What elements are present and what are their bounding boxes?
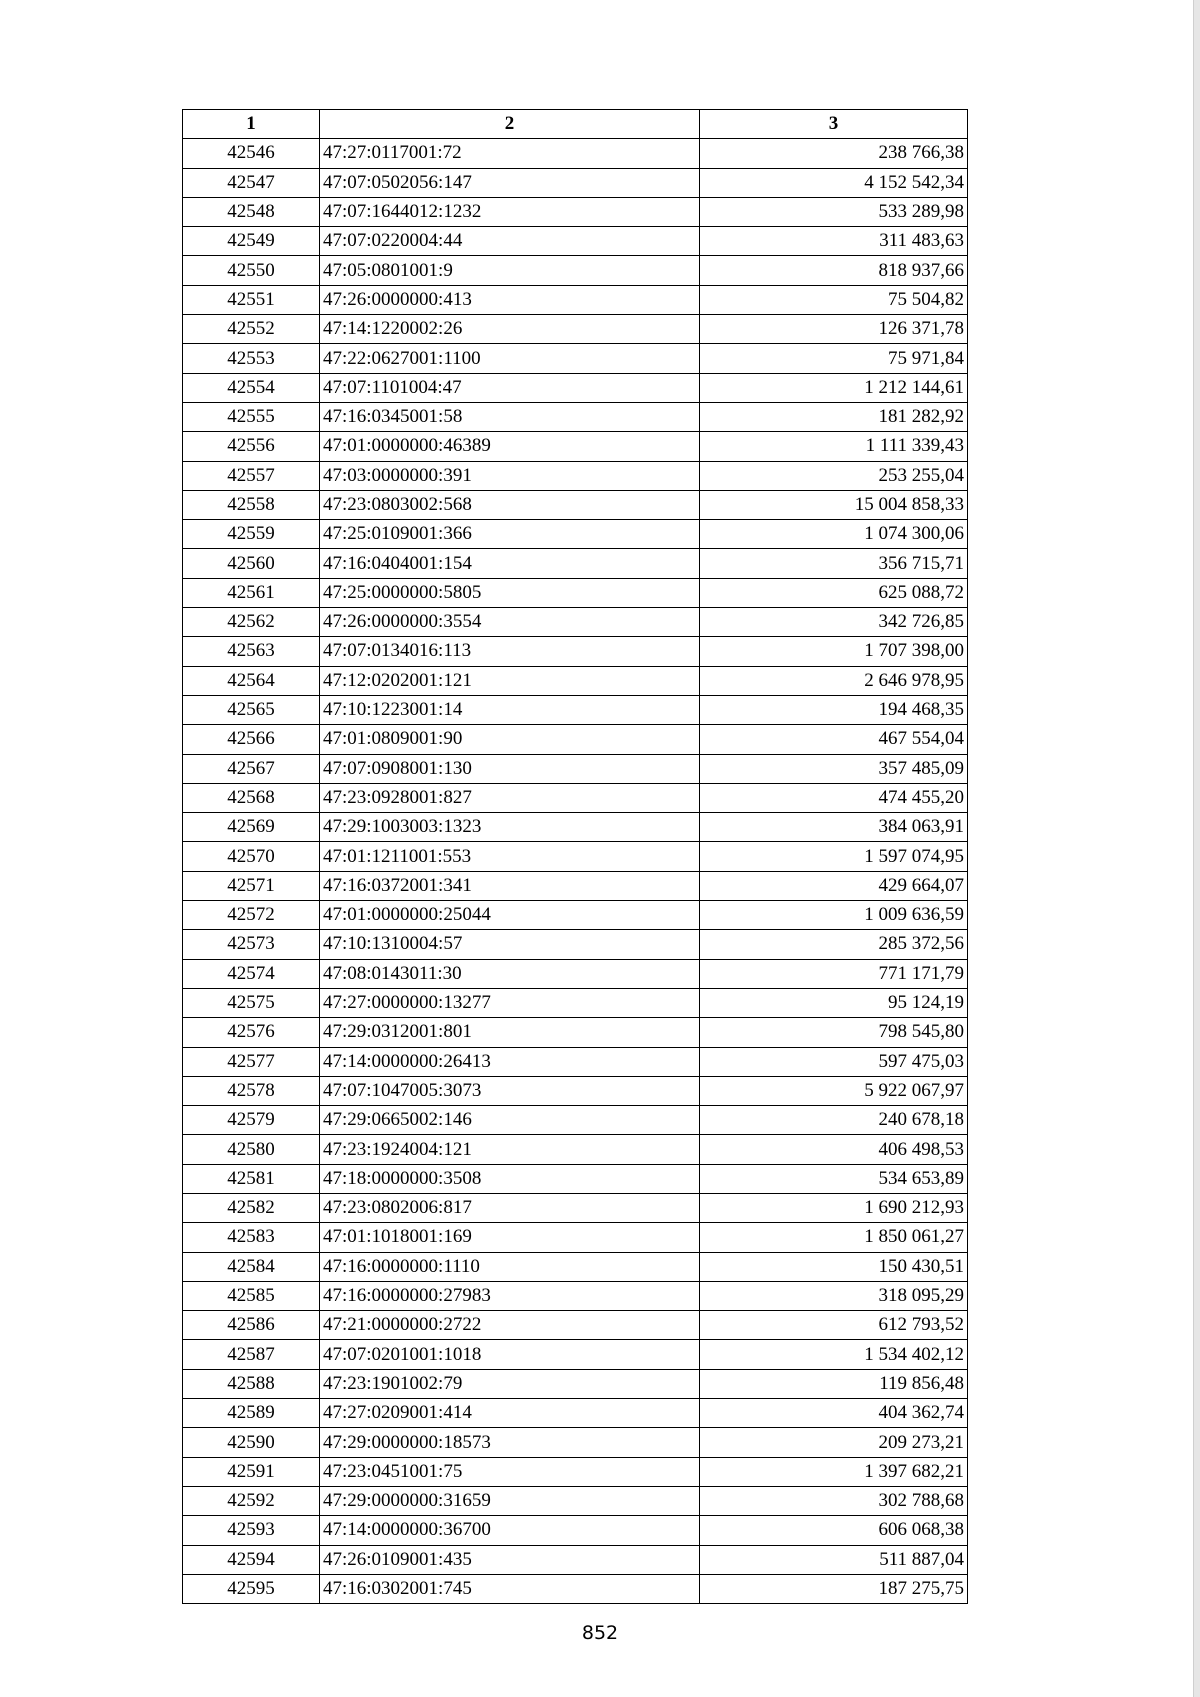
cadastral-number-cell: 47:07:0220004:44 (320, 227, 700, 256)
page-edge-strip (1193, 0, 1200, 1697)
cadastral-value-cell: 474 455,20 (700, 783, 968, 812)
row-number-cell: 42576 (183, 1018, 320, 1047)
row-number-cell: 42564 (183, 666, 320, 695)
row-number-cell: 42575 (183, 988, 320, 1017)
row-number-cell: 42558 (183, 490, 320, 519)
cadastral-value-cell: 467 554,04 (700, 725, 968, 754)
row-number-cell: 42588 (183, 1369, 320, 1398)
cadastral-value-cell: 818 937,66 (700, 256, 968, 285)
table-row (183, 988, 968, 1017)
cadastral-number-cell: 47:10:1310004:57 (320, 930, 700, 959)
cadastral-number-cell: 47:07:1644012:1232 (320, 197, 700, 226)
cadastral-value-cell: 302 788,68 (700, 1486, 968, 1515)
cadastral-number-cell: 47:23:1924004:121 (320, 1135, 700, 1164)
row-number-cell: 42571 (183, 871, 320, 900)
table-row (183, 1252, 968, 1281)
cadastral-number-cell: 47:08:0143011:30 (320, 959, 700, 988)
cadastral-number-cell: 47:07:1101004:47 (320, 373, 700, 402)
cadastral-value-cell: 597 475,03 (700, 1047, 968, 1076)
cadastral-number-cell: 47:23:0803002:568 (320, 490, 700, 519)
row-number-cell: 42563 (183, 637, 320, 666)
row-number-cell: 42592 (183, 1486, 320, 1515)
cadastral-number-cell: 47:23:0802006:817 (320, 1193, 700, 1222)
table-row (183, 930, 968, 959)
row-number-cell: 42589 (183, 1399, 320, 1428)
row-number-cell: 42565 (183, 695, 320, 724)
row-number-cell: 42557 (183, 461, 320, 490)
table-row (183, 1574, 968, 1603)
cadastral-number-cell: 47:21:0000000:2722 (320, 1311, 700, 1340)
cadastral-number-cell: 47:16:0302001:745 (320, 1574, 700, 1603)
cadastral-value-cell: 4 152 542,34 (700, 168, 968, 197)
cadastral-value-cell: 357 485,09 (700, 754, 968, 783)
table-row (183, 549, 968, 578)
cadastral-number-cell: 47:26:0000000:413 (320, 285, 700, 314)
row-number-cell: 42594 (183, 1545, 320, 1574)
cadastral-value-cell: 209 273,21 (700, 1428, 968, 1457)
cadastral-value-cell: 612 793,52 (700, 1311, 968, 1340)
cadastral-number-cell: 47:18:0000000:3508 (320, 1164, 700, 1193)
cadastral-value-cell: 15 004 858,33 (700, 490, 968, 519)
row-number-cell: 42593 (183, 1516, 320, 1545)
table-row (183, 197, 968, 226)
row-number-cell: 42566 (183, 725, 320, 754)
column-header-1: 1 (183, 110, 320, 139)
row-number-cell: 42580 (183, 1135, 320, 1164)
row-number-cell: 42584 (183, 1252, 320, 1281)
cadastral-value-cell: 150 430,51 (700, 1252, 968, 1281)
row-number-cell: 42570 (183, 842, 320, 871)
table-row (183, 1369, 968, 1398)
cadastral-value-cell: 75 504,82 (700, 285, 968, 314)
cadastral-value-cell: 2 646 978,95 (700, 666, 968, 695)
cadastral-value-cell: 187 275,75 (700, 1574, 968, 1603)
cadastral-value-cell: 1 074 300,06 (700, 520, 968, 549)
cadastral-number-cell: 47:27:0209001:414 (320, 1399, 700, 1428)
table-row (183, 344, 968, 373)
cadastral-value-cell: 1 212 144,61 (700, 373, 968, 402)
cadastral-number-cell: 47:29:1003003:1323 (320, 813, 700, 842)
table-row (183, 1486, 968, 1515)
page-number: 852 (581, 1622, 619, 1644)
cadastral-number-cell: 47:16:0000000:1110 (320, 1252, 700, 1281)
table-row (183, 901, 968, 930)
cadastral-value-cell: 1 707 398,00 (700, 637, 968, 666)
cadastral-number-cell: 47:07:0502056:147 (320, 168, 700, 197)
row-number-cell: 42578 (183, 1076, 320, 1105)
cadastral-value-cell: 5 922 067,97 (700, 1076, 968, 1105)
cadastral-value-cell: 406 498,53 (700, 1135, 968, 1164)
table-row (183, 754, 968, 783)
cadastral-number-cell: 47:12:0202001:121 (320, 666, 700, 695)
row-number-cell: 42559 (183, 520, 320, 549)
cadastral-number-cell: 47:29:0000000:31659 (320, 1486, 700, 1515)
cadastral-number-cell: 47:25:0000000:5805 (320, 578, 700, 607)
cadastral-number-cell: 47:16:0372001:341 (320, 871, 700, 900)
cadastral-number-cell: 47:22:0627001:1100 (320, 344, 700, 373)
cadastral-number-cell: 47:07:0908001:130 (320, 754, 700, 783)
cadastral-value-cell: 253 255,04 (700, 461, 968, 490)
table-row (183, 578, 968, 607)
row-number-cell: 42583 (183, 1223, 320, 1252)
cadastral-number-cell: 47:05:0801001:9 (320, 256, 700, 285)
row-number-cell: 42579 (183, 1106, 320, 1135)
table-row (183, 1135, 968, 1164)
row-number-cell: 42595 (183, 1574, 320, 1603)
row-number-cell: 42569 (183, 813, 320, 842)
cadastral-number-cell: 47:23:1901002:79 (320, 1369, 700, 1398)
cadastral-value-cell: 1 597 074,95 (700, 842, 968, 871)
column-header-2: 2 (320, 110, 700, 139)
table-row (183, 1399, 968, 1428)
table-row (183, 637, 968, 666)
table-row (183, 227, 968, 256)
row-number-cell: 42573 (183, 930, 320, 959)
cadastral-value-cell: 238 766,38 (700, 139, 968, 168)
cadastral-number-cell: 47:27:0117001:72 (320, 139, 700, 168)
row-number-cell: 42555 (183, 402, 320, 431)
table-row (183, 1076, 968, 1105)
table-row (183, 813, 968, 842)
cadastral-number-cell: 47:25:0109001:366 (320, 520, 700, 549)
cadastral-number-cell: 47:07:0201001:1018 (320, 1340, 700, 1369)
cadastral-number-cell: 47:27:0000000:13277 (320, 988, 700, 1017)
cadastral-value-cell: 240 678,18 (700, 1106, 968, 1135)
row-number-cell: 42572 (183, 901, 320, 930)
table-row (183, 725, 968, 754)
cadastral-number-cell: 47:26:0000000:3554 (320, 608, 700, 637)
cadastral-value-cell: 194 468,35 (700, 695, 968, 724)
table-row (183, 1428, 968, 1457)
cadastral-value-cell: 625 088,72 (700, 578, 968, 607)
table-row (183, 432, 968, 461)
cadastral-value-cell: 1 690 212,93 (700, 1193, 968, 1222)
cadastral-number-cell: 47:29:0000000:18573 (320, 1428, 700, 1457)
cadastral-value-cell: 404 362,74 (700, 1399, 968, 1428)
cadastral-value-cell: 342 726,85 (700, 608, 968, 637)
cadastral-number-cell: 47:07:1047005:3073 (320, 1076, 700, 1105)
row-number-cell: 42562 (183, 608, 320, 637)
cadastral-value-table (182, 109, 968, 1604)
cadastral-number-cell: 47:16:0345001:58 (320, 402, 700, 431)
cadastral-number-cell: 47:14:0000000:26413 (320, 1047, 700, 1076)
row-number-cell: 42551 (183, 285, 320, 314)
cadastral-value-cell: 75 971,84 (700, 344, 968, 373)
table-row (183, 666, 968, 695)
cadastral-number-cell: 47:14:0000000:36700 (320, 1516, 700, 1545)
row-number-cell: 42547 (183, 168, 320, 197)
table-row (183, 1106, 968, 1135)
cadastral-value-cell: 181 282,92 (700, 402, 968, 431)
row-number-cell: 42586 (183, 1311, 320, 1340)
cadastral-number-cell: 47:26:0109001:435 (320, 1545, 700, 1574)
cadastral-number-cell: 47:16:0000000:27983 (320, 1281, 700, 1310)
cadastral-value-cell: 126 371,78 (700, 315, 968, 344)
table-row (183, 461, 968, 490)
row-number-cell: 42581 (183, 1164, 320, 1193)
table-row (183, 1193, 968, 1222)
cadastral-number-cell: 47:29:0665002:146 (320, 1106, 700, 1135)
cadastral-number-cell: 47:07:0134016:113 (320, 637, 700, 666)
table-row (183, 783, 968, 812)
table-row (183, 842, 968, 871)
table-row (183, 1018, 968, 1047)
cadastral-number-cell: 47:16:0404001:154 (320, 549, 700, 578)
table-row (183, 1516, 968, 1545)
cadastral-value-cell: 318 095,29 (700, 1281, 968, 1310)
table-row (183, 1223, 968, 1252)
row-number-cell: 42560 (183, 549, 320, 578)
table-body (183, 139, 968, 1604)
table-row (183, 1164, 968, 1193)
table-row (183, 168, 968, 197)
table-row (183, 285, 968, 314)
cadastral-value-cell: 534 653,89 (700, 1164, 968, 1193)
cadastral-number-cell: 47:03:0000000:391 (320, 461, 700, 490)
cadastral-value-cell: 311 483,63 (700, 227, 968, 256)
cadastral-value-cell: 1 534 402,12 (700, 1340, 968, 1369)
table-row (183, 520, 968, 549)
row-number-cell: 42556 (183, 432, 320, 461)
row-number-cell: 42585 (183, 1281, 320, 1310)
cadastral-value-cell: 119 856,48 (700, 1369, 968, 1398)
table-row (183, 695, 968, 724)
row-number-cell: 42554 (183, 373, 320, 402)
row-number-cell: 42561 (183, 578, 320, 607)
table-row (183, 1457, 968, 1486)
column-header-3: 3 (700, 110, 968, 139)
row-number-cell: 42568 (183, 783, 320, 812)
cadastral-number-cell: 47:23:0928001:827 (320, 783, 700, 812)
table-row (183, 402, 968, 431)
row-number-cell: 42550 (183, 256, 320, 285)
row-number-cell: 42591 (183, 1457, 320, 1486)
row-number-cell: 42582 (183, 1193, 320, 1222)
cadastral-value-cell: 429 664,07 (700, 871, 968, 900)
cadastral-value-cell: 606 068,38 (700, 1516, 968, 1545)
table-row (183, 1047, 968, 1076)
cadastral-value-cell: 95 124,19 (700, 988, 968, 1017)
cadastral-value-cell: 771 171,79 (700, 959, 968, 988)
row-number-cell: 42546 (183, 139, 320, 168)
cadastral-value-cell: 285 372,56 (700, 930, 968, 959)
cadastral-value-cell: 511 887,04 (700, 1545, 968, 1574)
cadastral-number-cell: 47:01:0000000:25044 (320, 901, 700, 930)
table-row (183, 256, 968, 285)
cadastral-value-cell: 533 289,98 (700, 197, 968, 226)
cadastral-value-cell: 384 063,91 (700, 813, 968, 842)
table-row (183, 315, 968, 344)
cadastral-value-cell: 798 545,80 (700, 1018, 968, 1047)
table-row (183, 608, 968, 637)
table-row (183, 1311, 968, 1340)
cadastral-number-cell: 47:01:0809001:90 (320, 725, 700, 754)
row-number-cell: 42548 (183, 197, 320, 226)
table-row (183, 139, 968, 168)
cadastral-value-cell: 356 715,71 (700, 549, 968, 578)
table-row (183, 1340, 968, 1369)
row-number-cell: 42574 (183, 959, 320, 988)
cadastral-number-cell: 47:01:1211001:553 (320, 842, 700, 871)
table-row (183, 373, 968, 402)
table-row (183, 1281, 968, 1310)
table-header-row (183, 110, 968, 139)
cadastral-number-cell: 47:14:1220002:26 (320, 315, 700, 344)
table-row (183, 871, 968, 900)
cadastral-value-cell: 1 009 636,59 (700, 901, 968, 930)
table-row (183, 1545, 968, 1574)
cadastral-value-cell: 1 111 339,43 (700, 432, 968, 461)
row-number-cell: 42577 (183, 1047, 320, 1076)
table-row (183, 490, 968, 519)
row-number-cell: 42587 (183, 1340, 320, 1369)
row-number-cell: 42552 (183, 315, 320, 344)
cadastral-number-cell: 47:01:0000000:46389 (320, 432, 700, 461)
row-number-cell: 42567 (183, 754, 320, 783)
row-number-cell: 42590 (183, 1428, 320, 1457)
cadastral-number-cell: 47:01:1018001:169 (320, 1223, 700, 1252)
row-number-cell: 42553 (183, 344, 320, 373)
cadastral-number-cell: 47:29:0312001:801 (320, 1018, 700, 1047)
cadastral-number-cell: 47:23:0451001:75 (320, 1457, 700, 1486)
cadastral-value-cell: 1 850 061,27 (700, 1223, 968, 1252)
row-number-cell: 42549 (183, 227, 320, 256)
cadastral-value-cell: 1 397 682,21 (700, 1457, 968, 1486)
cadastral-number-cell: 47:10:1223001:14 (320, 695, 700, 724)
table-row (183, 959, 968, 988)
